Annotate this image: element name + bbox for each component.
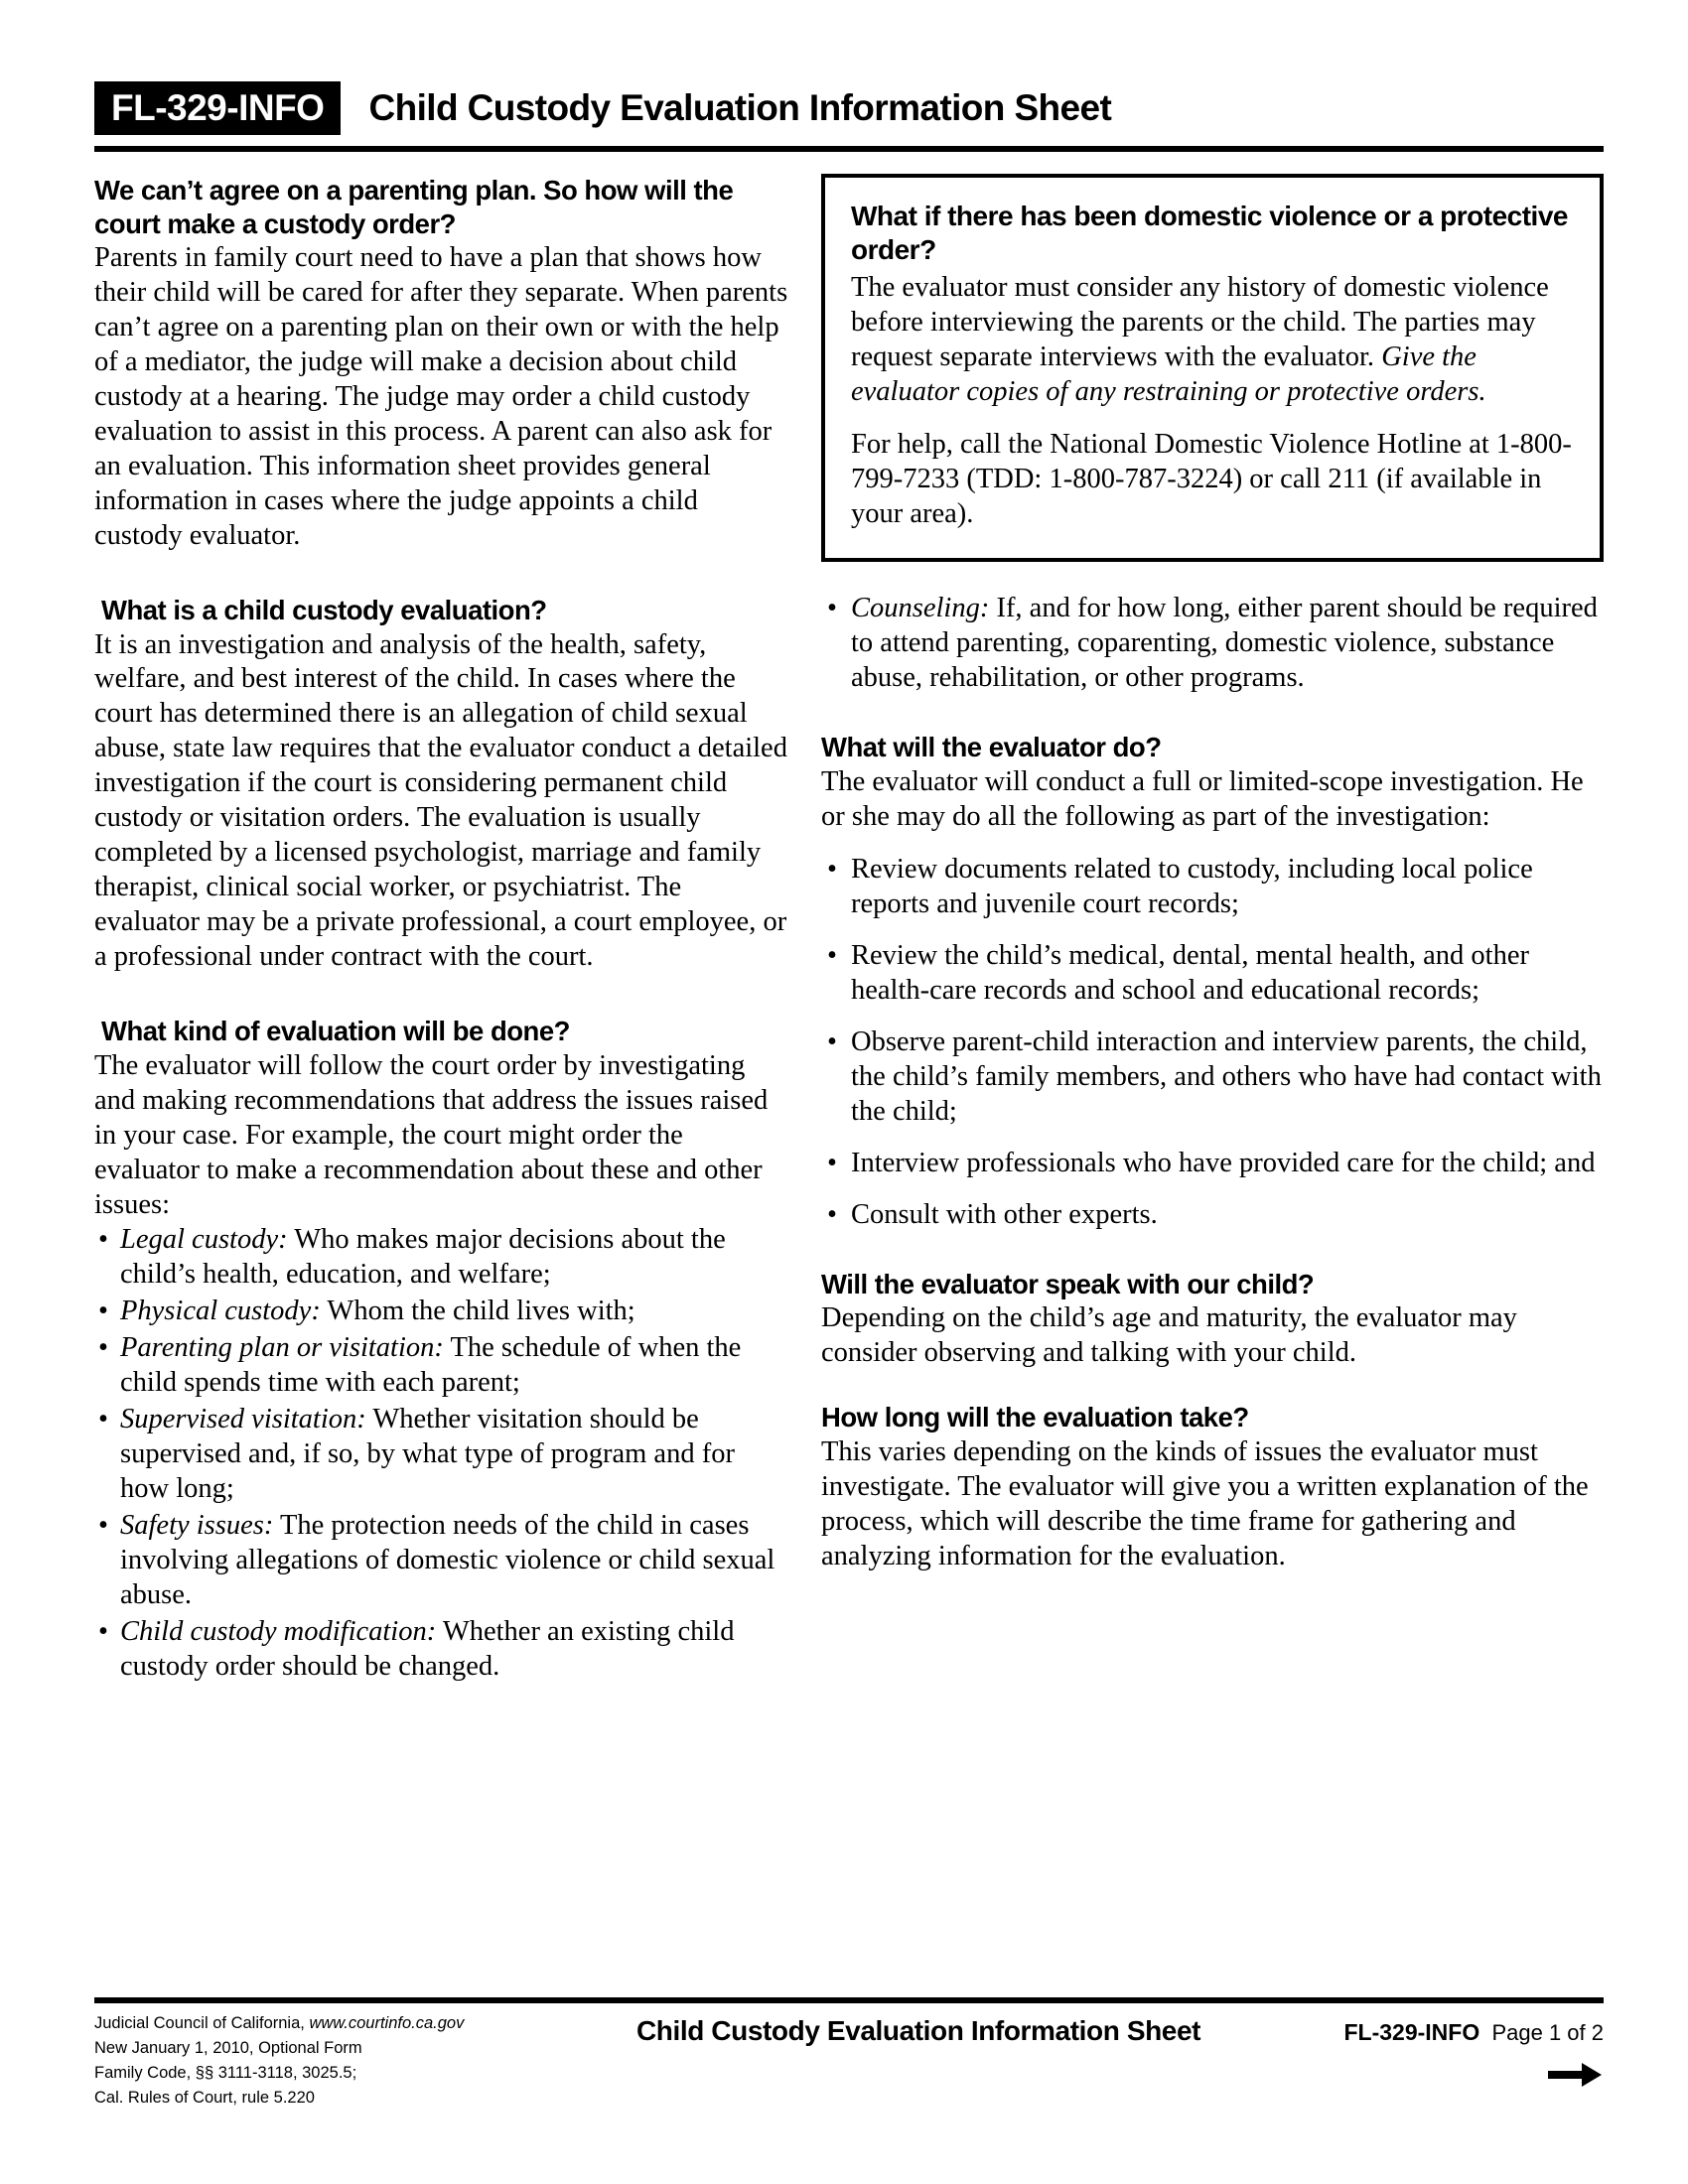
paragraph-evaluator-do: The evaluator will conduct a full or limited-scope investigation. He or she may do all the following as part of the investigation: bbox=[821, 765, 1584, 832]
bullet-term: Counseling: bbox=[851, 593, 990, 624]
paragraph-parenting-plan: Parents in family court need to have a plan that shows how their child will be cared for after they separate. When parents can’t agree on a parenting plan on their own or with the help of a mediator, the judge will make a decision about child custody at a hearing. The judge may order a child custody evaluation to assist in this process. A parent can also ask for an evaluation. This information sheet provides general information in cases where the judge appoints a child custody evaluator. bbox=[94, 242, 788, 551]
arrow-right-icon bbox=[1548, 2060, 1602, 2096]
list-item: • Review the child’s medical, dental, mental health, and other health-care records and school and educational records; bbox=[821, 939, 1604, 1009]
list-item bbox=[94, 1615, 789, 1685]
heading-what-is-evaluation: What is a child custody evaluation? bbox=[101, 594, 547, 625]
spacer bbox=[821, 713, 1604, 731]
paragraph-speak-with-child: Depending on the child’s age and maturity, the evaluator may consider observing and talking with your child. bbox=[821, 1302, 1517, 1369]
page-title: Child Custody Evaluation Information Sheet bbox=[368, 87, 1112, 128]
column-gutter bbox=[789, 174, 821, 1687]
footer-form-code: FL-329-INFO bbox=[1343, 2019, 1480, 2045]
list-item: • Observe parent-child interaction and interview parents, the child, the child’s family members, and others who have had contact with the child; bbox=[821, 1025, 1604, 1130]
footer-council-line bbox=[94, 2011, 561, 2036]
bullet-term: Legal custody: bbox=[120, 1223, 288, 1255]
right-column bbox=[821, 174, 1604, 1687]
heading-evaluator-do: What will the evaluator do? bbox=[821, 732, 1162, 763]
footer-page-number: Page 1 of 2 bbox=[1491, 2020, 1604, 2045]
bullet-text: If, and for how long, either parent should be required to attend parenting, coparenting, domestic violence, substance abuse, rehabilitation, or other programs. bbox=[851, 593, 1598, 694]
list-item: • Review documents related to custody, including local police reports and juvenile court records; bbox=[821, 853, 1604, 922]
footer-website-url: www.courtinfo.ca.gov bbox=[309, 2014, 465, 2032]
spacer bbox=[94, 554, 789, 594]
footer-divider bbox=[94, 1997, 1604, 2003]
spacer bbox=[821, 1371, 1604, 1401]
bullet-term: Physical custody: bbox=[120, 1295, 321, 1326]
dv-text-italic: Give the evaluator copies of any restraining or protective orders. bbox=[851, 341, 1486, 408]
bullet-text: Whether visitation should be supervised and, if so, by what type of program and for how long; bbox=[120, 1403, 735, 1504]
paragraph-dv-1 bbox=[851, 271, 1574, 410]
heading-kind-of-evaluation: What kind of evaluation will be done? bbox=[101, 1016, 570, 1047]
spacer bbox=[821, 1250, 1604, 1268]
bullet-text: The protection needs of the child in cases involving allegations of domestic violence or child sexual abuse. bbox=[120, 1509, 775, 1610]
spacer bbox=[821, 835, 1604, 853]
bullet-text: Who makes major decisions about the child’s health, education, and welfare; bbox=[120, 1223, 726, 1290]
bullet-text: The schedule of when the child spends time with each parent; bbox=[120, 1331, 742, 1398]
list-item bbox=[94, 1331, 789, 1401]
paragraph-what-is-evaluation: It is an investigation and analysis of the health, safety, welfare, and best interest of the child. In cases where the court has determined there is an allegation of child sexual abuse, state law requires that the evaluator conduct a detailed investigation if the court is considering permanent child custody or visitation orders. The evaluation is usually completed by a licensed psychologist, marriage and family therapist, clinical social worker, or psychiatrist. The evaluator may be a private professional, a court employee, or a professional under contract with the court. bbox=[94, 628, 787, 973]
bullet-term: Supervised visitation: bbox=[120, 1403, 366, 1434]
footer-family-code: Family Code, §§ 3111-3118, 3025.5; bbox=[94, 2064, 357, 2083]
list-item: • Interview professionals who have provided care for the child; and bbox=[821, 1147, 1604, 1181]
form-page bbox=[94, 77, 1604, 2113]
footer-legal-citations bbox=[94, 2011, 561, 2111]
page-header bbox=[94, 77, 1604, 139]
page-footer bbox=[94, 1997, 1604, 2111]
footer-page-line bbox=[1276, 2019, 1604, 2046]
spacer bbox=[851, 410, 1574, 428]
left-column bbox=[94, 174, 789, 1687]
content-columns bbox=[94, 174, 1604, 1687]
footer-page-info bbox=[1276, 2011, 1604, 2096]
spacer bbox=[821, 562, 1604, 592]
continuation-arrow-wrap bbox=[1276, 2060, 1604, 2096]
heading-domestic-violence: What if there has been domestic violence or a protective order? bbox=[851, 201, 1568, 266]
list-item bbox=[94, 1295, 789, 1329]
list-item-counseling bbox=[821, 592, 1604, 696]
paragraph-dv-hotline: For help, call the National Domestic Violence Hotline at 1-800-799-7233 (TDD: 1-800-787-3224) or call 211 (if available in your area). bbox=[851, 429, 1572, 530]
issue-bullet-list bbox=[94, 1223, 789, 1685]
bullet-text: Whom the child lives with; bbox=[320, 1295, 635, 1326]
bullet-text: Whether an existing child custody order should be changed. bbox=[120, 1615, 735, 1682]
list-item: • Consult with other experts. bbox=[821, 1198, 1604, 1233]
heading-how-long: How long will the evaluation take? bbox=[821, 1402, 1249, 1433]
bullet-term: Child custody modification: bbox=[120, 1615, 437, 1647]
domestic-violence-callout-box bbox=[821, 174, 1604, 562]
list-item bbox=[94, 1403, 789, 1507]
paragraph-how-long: This varies depending on the kinds of issues the evaluator must investigate. The evaluator will give you a written explanation of the process, which will describe the time frame for gathering and analyzing information for the evaluation. bbox=[821, 1435, 1589, 1571]
header-divider bbox=[94, 146, 1604, 152]
bullet-term: Safety issues: bbox=[120, 1509, 274, 1541]
list-item bbox=[94, 1509, 789, 1613]
footer-title: Child Custody Evaluation Information Sheet bbox=[635, 2015, 1201, 2046]
footer-content bbox=[94, 2011, 1604, 2111]
spacer bbox=[94, 975, 789, 1015]
evaluator-task-list bbox=[821, 853, 1604, 1233]
heading-speak-with-child: Will the evaluator speak with our child? bbox=[821, 1268, 1315, 1299]
counseling-bullet-list bbox=[821, 592, 1604, 696]
form-code-badge: FL-329-INFO bbox=[94, 81, 341, 135]
footer-revision: New January 1, 2010, Optional Form bbox=[94, 2039, 362, 2058]
paragraph-kind-of-evaluation: The evaluator will follow the court order by investigating and making recommendations that address the issues raised in your case. For example, the court might order the evaluator to make a recommendation about these and other issues: bbox=[94, 1049, 769, 1220]
dv-text-plain: The evaluator must consider any history of domestic violence before interviewing the parents or the child. The parties may request separate interviews with the evaluator. bbox=[851, 272, 1549, 373]
bullet-term: Parenting plan or visitation: bbox=[120, 1331, 444, 1363]
list-item bbox=[94, 1223, 789, 1293]
footer-court-rules: Cal. Rules of Court, rule 5.220 bbox=[94, 2089, 315, 2108]
footer-council-text: Judicial Council of California, bbox=[94, 2014, 310, 2032]
heading-parenting-plan: We can’t agree on a parenting plan. So how will the court make a custody order? bbox=[94, 175, 734, 239]
